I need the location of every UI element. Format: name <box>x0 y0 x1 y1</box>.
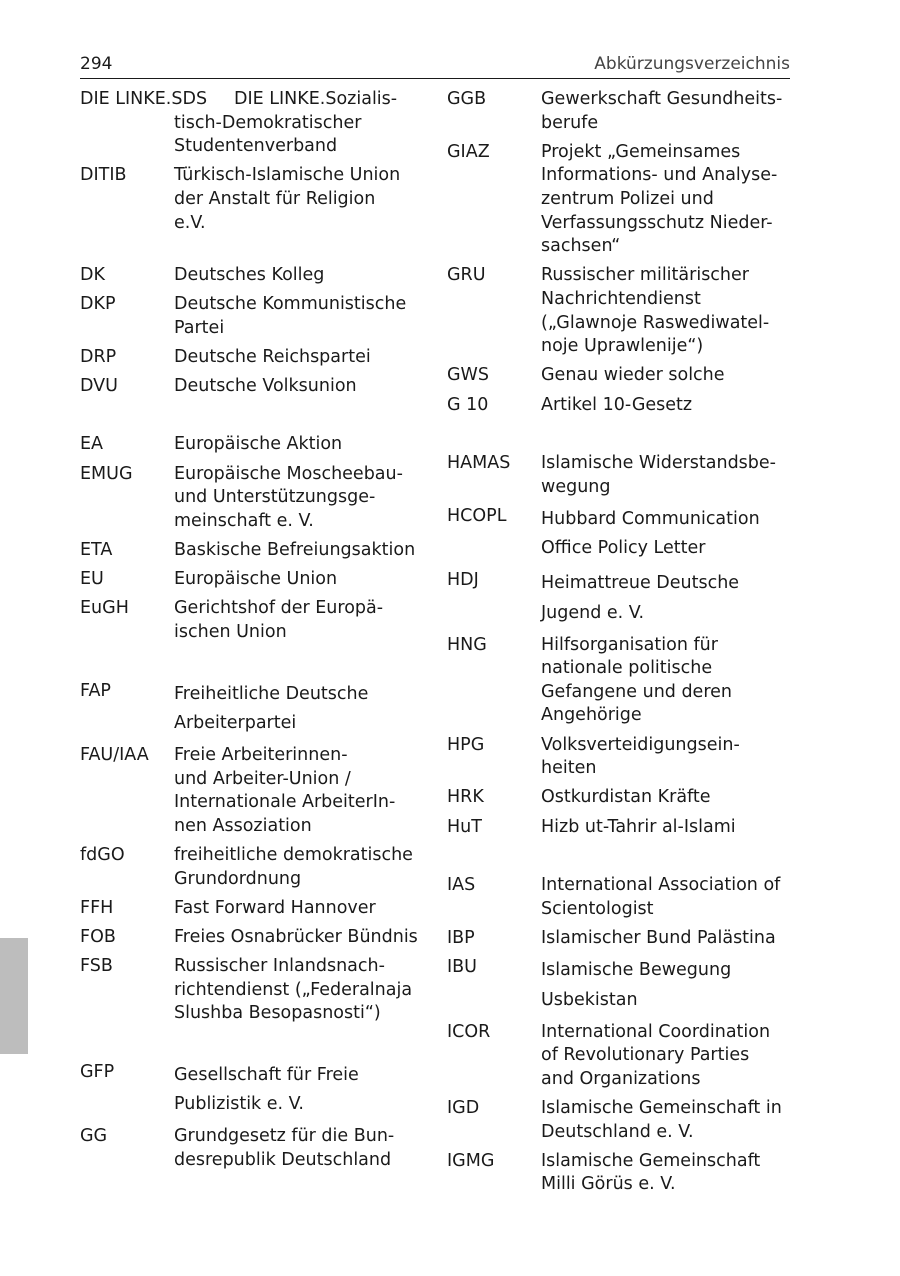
abbreviation-entry <box>80 88 425 159</box>
definition: Islamische Bewegung Usbekistan <box>541 960 732 1010</box>
abbreviation-entry <box>447 734 792 781</box>
abbreviation-entry <box>447 505 792 564</box>
definition: Heimattreue Deutsche Jugend e. V. <box>541 573 740 623</box>
abbreviation: FOB <box>80 926 116 947</box>
definition: Genau wieder solche <box>541 365 725 386</box>
abbreviation: HAMAS <box>447 453 511 474</box>
abbreviation-entry <box>447 927 792 951</box>
definition: Islamische Gemeinschaft Milli Görüs e. V. <box>541 1150 761 1195</box>
abbreviation: IGMG <box>447 1150 495 1171</box>
abbreviation-entry <box>447 956 792 1015</box>
abbreviation-entry <box>80 844 425 891</box>
abbreviation: HPG <box>447 734 485 755</box>
abbreviation-entry <box>447 874 792 921</box>
abbreviation: ICOR <box>447 1021 491 1042</box>
definition: Deutsches Kolleg <box>174 264 325 285</box>
abbreviation-entry <box>80 346 425 370</box>
definition: freiheitliche demokratische Grundordnung <box>174 844 413 889</box>
abbreviation: FAP <box>80 680 111 701</box>
definition: Islamische Widerstandsbe- wegung <box>541 453 776 497</box>
abbreviation-entry <box>80 568 425 592</box>
definition: Türkisch-Islamische Union der Anstalt für Religion e.V. <box>174 165 401 233</box>
definition: DIE LINKE.Sozialis- tisch-Demokratischer Studentenverband <box>174 89 398 157</box>
abbreviation-entry <box>80 463 425 534</box>
abbreviation: FAU/IAA <box>80 745 149 765</box>
abbreviation: FSB <box>80 956 113 977</box>
definition: Freiheitliche Deutsche Arbeiterpartei <box>174 683 369 733</box>
thumb-index-tab <box>0 938 28 1054</box>
abbreviation-entry <box>80 597 425 644</box>
abbreviation: GWS <box>447 365 489 386</box>
abbreviation: GIAZ <box>447 141 490 162</box>
definition: Gesellschaft für Freie Publizistik e. V. <box>174 1064 359 1115</box>
abbreviation: DRP <box>80 346 117 367</box>
abbreviation: DVU <box>80 375 118 396</box>
definition: Europäische Moscheebau- und Unterstützungsge- meinschaft e. V. <box>174 463 403 531</box>
definition: Ostkurdistan Kräfte <box>541 787 711 808</box>
right-column <box>447 88 792 1203</box>
abbreviation-entry <box>447 786 792 810</box>
abbreviation-entry <box>447 452 792 499</box>
abbreviation: HRK <box>447 787 484 808</box>
definition: Deutsche Kommunistische Partei <box>174 293 407 338</box>
definition: Artikel 10-Gesetz <box>541 394 693 415</box>
abbreviation-entry <box>80 539 425 563</box>
abbreviation: HNG <box>447 634 487 655</box>
definition: Projekt „Gemeinsames Informations- und Analyse- zentrum Polizei und Verfassungsschutz Nieder- sachsen“ <box>541 141 778 257</box>
abbreviation-entry <box>447 1150 792 1197</box>
abbreviation: HCOPL <box>447 505 507 526</box>
definition: International Association of Scientologist <box>541 875 781 919</box>
definition: Europäische Union <box>174 569 338 590</box>
abbreviation: DK <box>80 264 105 285</box>
definition: Islamische Gemeinschaft in Deutschland e. V. <box>541 1097 782 1142</box>
abbreviation: G 10 <box>447 394 489 415</box>
abbreviation-entry <box>447 1097 792 1144</box>
abbreviation-entry <box>80 293 425 340</box>
definition: International Coordination of Revolutionary Parties and Organizations <box>541 1021 771 1089</box>
definition: Volksverteidigungsein- heiten <box>541 734 740 779</box>
abbreviation: EU <box>80 569 104 590</box>
abbreviation: fdGO <box>80 844 125 865</box>
abbreviation-entry <box>80 264 425 288</box>
running-head: Abkürzungsverzeichnis <box>594 54 790 74</box>
definition: Hilfsorganisation für nationale politische Gefangene und deren Angehörige <box>541 634 732 726</box>
definition: Grundgesetz für die Bun- desrepublik Deutschland <box>174 1126 395 1170</box>
definition: Deutsche Volksunion <box>174 375 357 396</box>
definition: Europäische Aktion <box>174 434 343 455</box>
abbreviation: DITIB <box>80 165 127 186</box>
abbreviation-entry <box>80 926 425 950</box>
abbreviation: DKP <box>80 293 116 314</box>
abbreviation-entry <box>80 375 425 399</box>
abbreviation: IBP <box>447 927 475 948</box>
definition: Gewerkschaft Gesundheits- berufe <box>541 89 783 133</box>
abbreviation: DIE LINKE.SDS <box>80 89 208 109</box>
definition: Islamischer Bund Palästina <box>541 927 776 948</box>
abbreviation-entry <box>80 433 425 457</box>
abbreviation: GRU <box>447 265 486 286</box>
definition: Baskische Befreiungsaktion <box>174 540 416 561</box>
abbreviation-entry <box>447 816 792 840</box>
abbreviation: EA <box>80 434 104 455</box>
abbreviation-entry <box>447 141 792 259</box>
definition: Russischer Inlandsnach- richtendienst („Federalnaja Slushba Besopasnosti“) <box>174 956 413 1024</box>
definition: Gerichtshof der Europä- ischen Union <box>174 598 384 643</box>
abbreviation-entry <box>447 1021 792 1092</box>
definition: Hubbard Communication Office Policy Letter <box>541 508 760 559</box>
abbreviation-entry <box>80 680 425 739</box>
abbreviation-entry <box>447 264 792 358</box>
abbreviation-entry <box>80 164 425 235</box>
abbreviation: IBU <box>447 957 477 978</box>
abbreviation: GFP <box>80 1061 115 1082</box>
abbreviation-entry <box>80 897 425 921</box>
abbreviation: HuT <box>447 816 482 837</box>
abbreviation-entry <box>80 1125 425 1172</box>
abbreviation: EMUG <box>80 463 133 484</box>
page-header <box>80 52 790 79</box>
definition: Freie Arbeiterinnen- und Arbeiter-Union / Internationale ArbeiterIn- nen Assoziation <box>174 745 396 836</box>
abbreviation: IGD <box>447 1097 480 1118</box>
definition: Freies Osnabrücker Bündnis <box>174 926 418 947</box>
abbreviation: IAS <box>447 875 476 896</box>
definition: Russischer militärischer Nachrichtendienst („Glawnoje Raswediwatel- noje Uprawlenije“) <box>541 265 770 357</box>
definition: Deutsche Reichspartei <box>174 346 371 367</box>
left-column <box>80 88 425 1178</box>
abbreviation-entry <box>447 88 792 135</box>
definition: Hizb ut-Tahrir al-Islami <box>541 816 736 837</box>
abbreviation: FFH <box>80 897 114 918</box>
definition: Fast Forward Hannover <box>174 897 376 918</box>
abbreviation: GGB <box>447 89 487 109</box>
abbreviation-entry <box>447 364 792 388</box>
abbreviation: ETA <box>80 540 113 561</box>
abbreviation: HDJ <box>447 570 479 591</box>
abbreviation-entry <box>447 569 792 628</box>
abbreviation-entry <box>447 634 792 728</box>
abbreviation: GG <box>80 1126 108 1147</box>
page-number: 294 <box>80 54 113 74</box>
abbreviation-entry <box>80 744 425 838</box>
abbreviation-entry <box>80 1061 425 1120</box>
abbreviation: EuGH <box>80 598 129 619</box>
abbreviation-entry <box>80 955 425 1026</box>
abbreviation-entry <box>447 394 792 418</box>
